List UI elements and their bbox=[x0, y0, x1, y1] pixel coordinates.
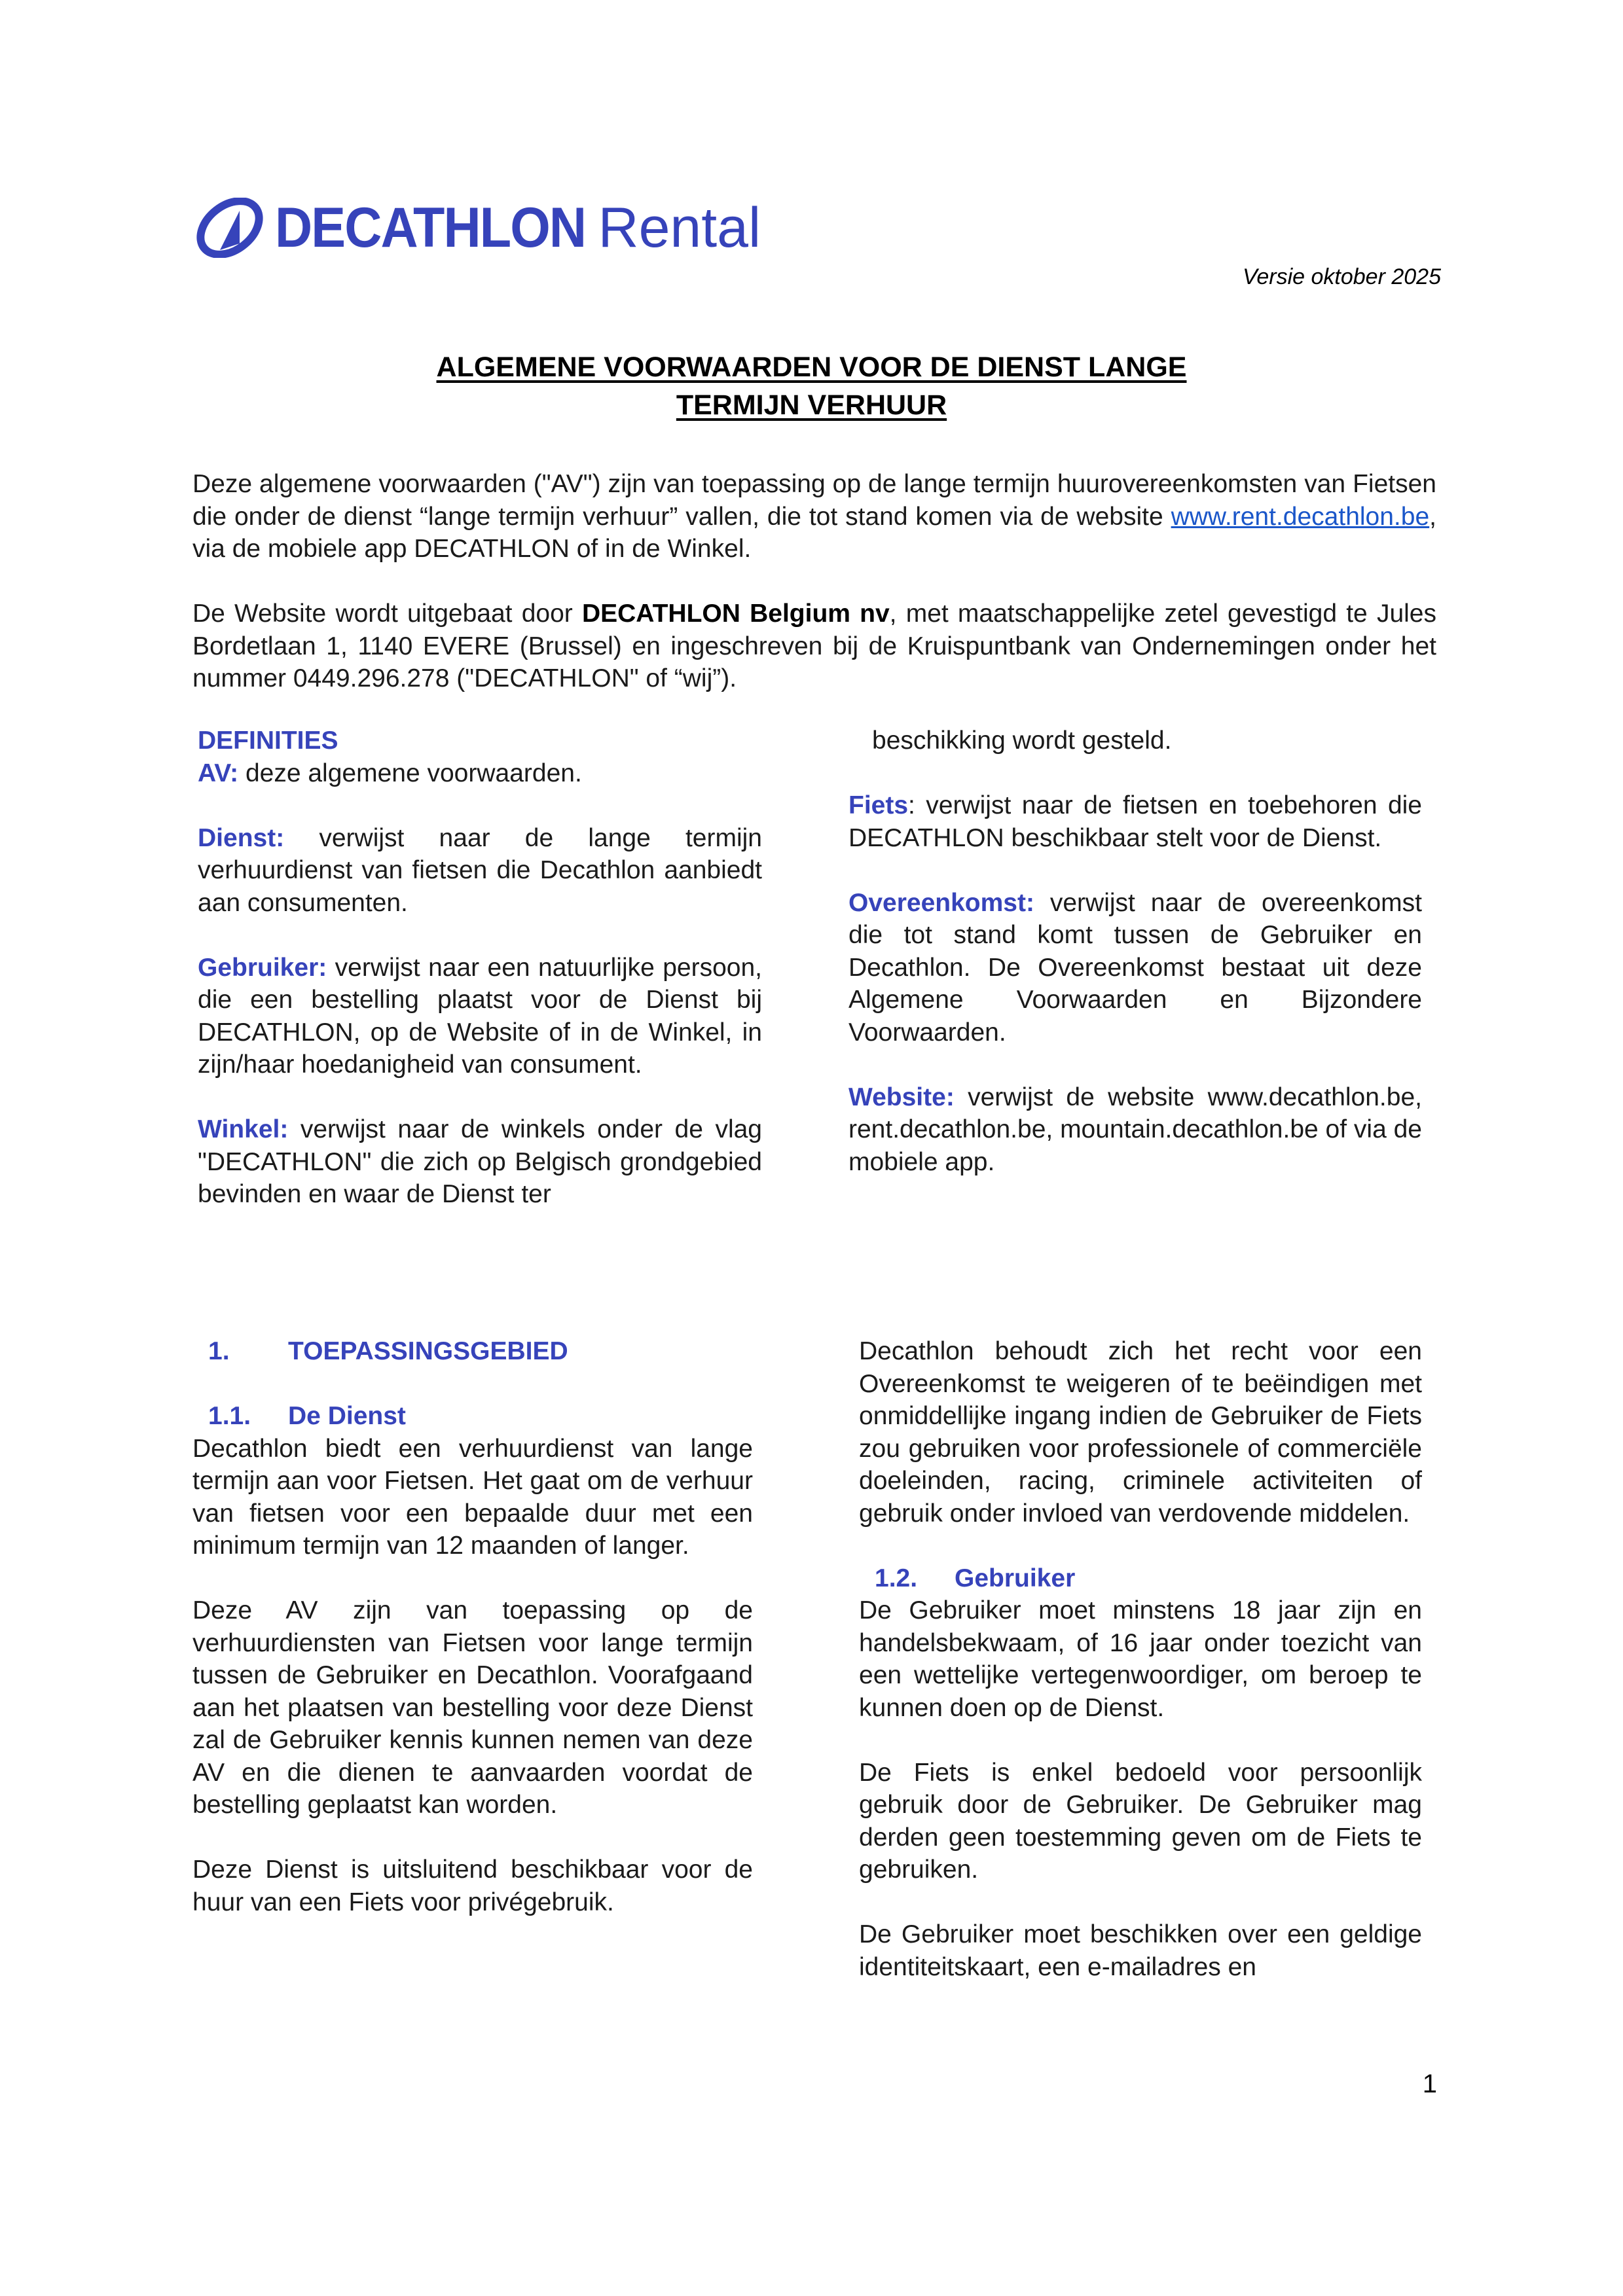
definition-text: verwijst naar de overeenkomst die tot stand komt tussen de Gebruiker en Decathlon. De Overeenkomst bestaat uit deze Algemene Voorwaarden en Bijzondere Voorwaarden. bbox=[848, 888, 1422, 1047]
definition-continuation: beschikking wordt gesteld. bbox=[872, 726, 1172, 755]
paragraph: De Fiets is enkel bedoeld voor persoonlijk gebruik door de Gebruiker. De Gebruiker mag derden geen toestemming geven om de Fiets te gebruiken. bbox=[859, 1758, 1422, 1884]
definition-item bbox=[848, 887, 1422, 1049]
section-heading bbox=[192, 1335, 753, 1368]
intro-text: , via de mobiele app DECATHLON of in de Winkel. bbox=[192, 502, 1436, 563]
company-name: DECATHLON Belgium nv bbox=[581, 600, 890, 628]
definition-term: Winkel: bbox=[198, 1115, 289, 1143]
version-label: Versie oktober 2025 bbox=[1242, 264, 1441, 289]
section-number: 1. bbox=[208, 1337, 230, 1365]
intro-paragraph-2 bbox=[192, 598, 1436, 695]
decathlon-swoosh-icon bbox=[194, 198, 266, 258]
decathlon-rental-logo bbox=[194, 195, 761, 260]
definition-text: verwijst naar de fietsen en toebehoren die DECATHLON beschikbaar stelt voor de Dienst. bbox=[848, 791, 1422, 852]
section1-left-column bbox=[192, 1335, 753, 1951]
subsection-title: Gebruiker bbox=[955, 1564, 1076, 1592]
page-number: 1 bbox=[1422, 2070, 1437, 2098]
definition-term: AV: bbox=[198, 759, 239, 787]
paragraph: De Gebruiker moet minstens 18 jaar zijn en handelsbekwaam, of 16 jaar onder toezicht van een wettelijke vertegenwoordiger, om beroep te kunnen doen op de Dienst. bbox=[859, 1596, 1422, 1722]
definition-term: Dienst: bbox=[198, 823, 285, 852]
definition-term: Fiets bbox=[848, 791, 909, 819]
subsection-heading bbox=[192, 1400, 753, 1433]
paragraph: Decathlon behoudt zich het recht voor een Overeenkomst te weigeren of te beëindigen met onmiddellijke ingang indien de Gebruiker de Fiets zou gebruiken voor professionele of commerciële doeleinden, racing, criminele activiteiten of gebruik onder invloed van verdovende middelen. bbox=[859, 1337, 1422, 1528]
definition-text: verwijst naar een natuurlijke persoon, die een bestelling plaatst voor de Dienst bij DECATHLON, op de Website of in de Winkel, in zijn/haar hoedanigheid van consument. bbox=[198, 953, 762, 1079]
definition-item bbox=[198, 822, 762, 920]
section1-right-column bbox=[859, 1335, 1422, 2016]
title-line-1: ALGEMENE VOORWAARDEN VOOR DE DIENST LANGE bbox=[436, 351, 1187, 383]
subsection-title: De Dienst bbox=[288, 1402, 406, 1430]
paragraph: Deze Dienst is uitsluitend beschikbaar voor de huur van een Fiets voor privégebruik. bbox=[192, 1856, 753, 1916]
definition-text: verwijst naar de lange termijn verhuurdienst van fietsen die Decathlon aanbiedt aan consumenten. bbox=[198, 823, 762, 917]
document-title bbox=[0, 348, 1623, 424]
definitions-left-column bbox=[198, 725, 762, 1243]
definition-item bbox=[198, 757, 762, 790]
intro-text: De Website wordt uitgebaat door bbox=[192, 600, 582, 628]
intro-text: , met maatschappelijke zetel gevestigd te Jules Bordetlaan 1, 1140 EVERE (Brussel) en ingeschreven bij de Kruispuntbank van Ondernemingen onder het nummer 0449.296.278 ("DECATHLON" of “wij”). bbox=[192, 600, 1436, 692]
paragraph: Deze AV zijn van toepassing op de verhuurdiensten van Fietsen voor lange termijn tussen de Gebruiker en Decathlon. Voorafgaand aan het plaatsen van bestelling voor deze Dienst zal de Gebruiker kennis kunnen nemen van deze AV en die dienen te aanvaarden voordat de bestelling geplaatst kan worden. bbox=[192, 1596, 753, 1819]
rent-website-link[interactable]: www.rent.decathlon.be bbox=[1171, 502, 1430, 531]
brand-name: DECATHLON bbox=[275, 196, 586, 259]
subsection-number: 1.1. bbox=[208, 1402, 251, 1430]
intro-paragraph-1 bbox=[192, 468, 1436, 565]
definition-text: verwijst de website www.decathlon.be, rent.decathlon.be, mountain.decathlon.be of via de mobiele app. bbox=[848, 1083, 1422, 1176]
definition-text: deze algemene voorwaarden. bbox=[238, 759, 582, 787]
definitions-right-column bbox=[848, 725, 1422, 1211]
subsection-heading bbox=[859, 1562, 1422, 1595]
definition-term: Overeenkomst: bbox=[848, 888, 1034, 917]
paragraph: Decathlon biedt een verhuurdienst van lange termijn aan voor Fietsen. Het gaat om de verhuur van fietsen voor een bepaalde duur met een minimum termijn van 12 maanden of langer. bbox=[192, 1434, 753, 1560]
intro-text: Deze algemene voorwaarden ("AV") zijn van toepassing op de lange termijn huurovereenkomsten van Fietsen die onder de dienst “lange termijn verhuur” vallen, die tot stand komen via de website bbox=[192, 470, 1436, 531]
definition-term: Website: bbox=[848, 1083, 955, 1111]
definition-colon: : bbox=[908, 791, 915, 819]
definition-term: Gebruiker: bbox=[198, 953, 327, 982]
definitions-heading: DEFINITIES bbox=[198, 726, 338, 755]
definition-item bbox=[198, 952, 762, 1081]
definition-text: verwijst naar de winkels onder de vlag "DECATHLON" die zich op Belgisch grondgebied bevinden en waar de Dienst ter bbox=[198, 1115, 762, 1208]
definition-item bbox=[848, 1081, 1422, 1179]
title-line-2: TERMIJN VERHUUR bbox=[676, 389, 947, 421]
definition-item bbox=[848, 789, 1422, 854]
definition-item bbox=[198, 1113, 762, 1211]
subsection-number: 1.2. bbox=[875, 1564, 918, 1592]
section-title: TOEPASSINGSGEBIED bbox=[288, 1337, 568, 1365]
paragraph: De Gebruiker moet beschikken over een geldige identiteitskaart, een e-mailadres en bbox=[859, 1920, 1422, 1981]
brand-suffix: Rental bbox=[598, 196, 761, 259]
